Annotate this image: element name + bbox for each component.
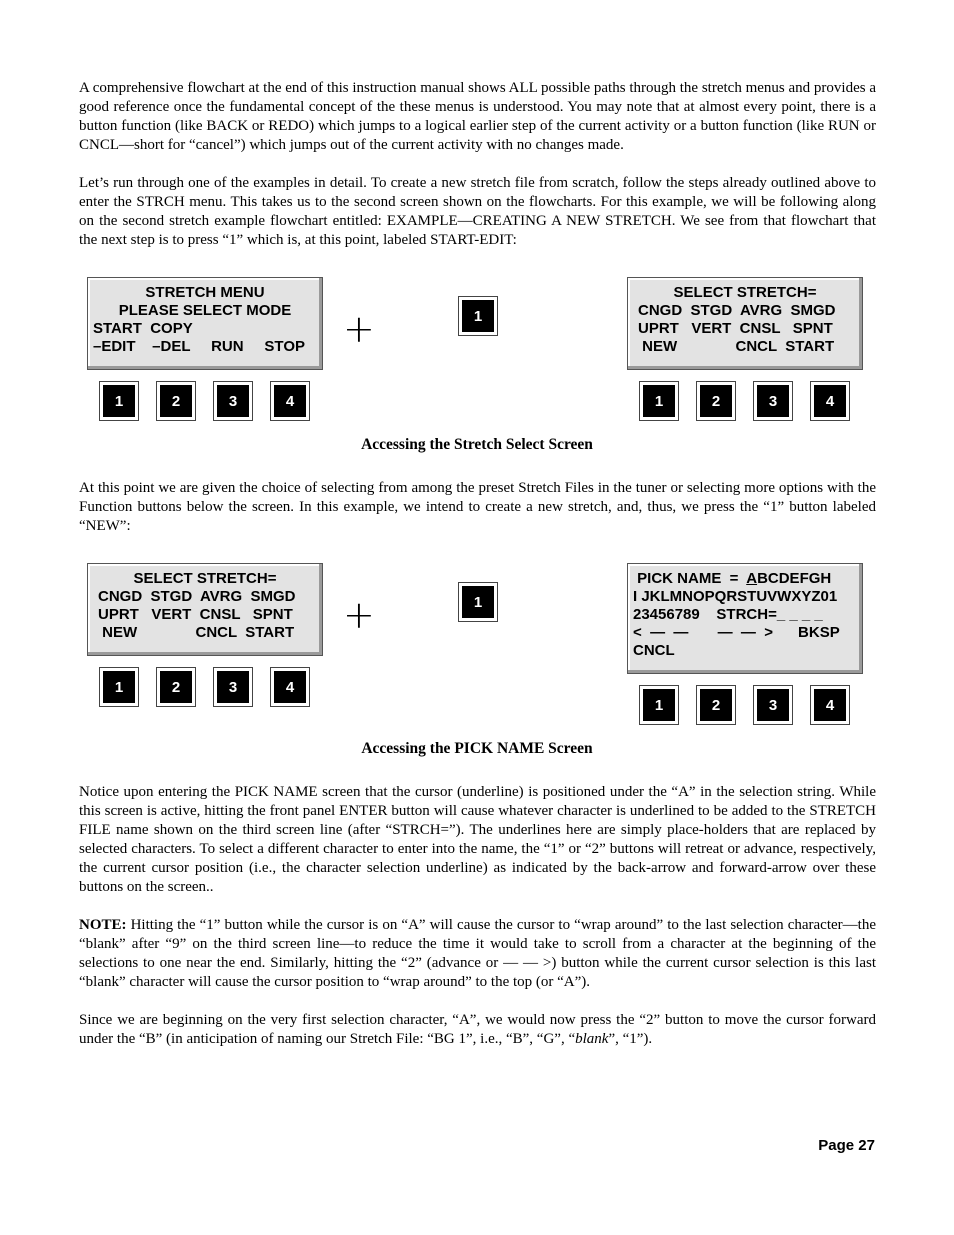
note-label: NOTE: [79, 917, 127, 933]
function-button-4[interactable]: 4 [270, 381, 310, 421]
pressed-button-1[interactable]: 1 [458, 296, 498, 336]
example-paragraph: Let’s run through one of the examples in detail. To create a new stretch file from scratch, follow the steps already outlined above to enter the STRCH menu. This takes us to the second screen shown on the flowcharts. For this example, we will be following along on the second stretch example flowchart entitled: EXAMPLE—CREATING A NEW STRETCH. We see from that flowchart that the next step is to press “1” which is, at this point, labeled START-EDIT: [79, 175, 876, 248]
screen-line: SELECT STRETCH= [673, 284, 817, 301]
screen-line: 23456789 STRCH=_ _ _ _ [633, 606, 823, 623]
function-button-3[interactable]: 3 [753, 381, 793, 421]
function-button-1[interactable]: 1 [99, 667, 139, 707]
figure-caption: Accessing the Stretch Select Screen [361, 436, 593, 453]
function-buttons [99, 381, 310, 421]
screen-line: –EDIT –DEL RUN STOP [93, 338, 305, 355]
function-button-1[interactable]: 1 [639, 381, 679, 421]
function-button-1[interactable]: 1 [639, 685, 679, 725]
screen-line: NEW CNCL START [98, 624, 295, 641]
screen-line: UPRT VERT CNSL SPNT [638, 320, 833, 337]
screen-line: CNGD STGD AVRG SMGD [638, 302, 836, 319]
function-button-4[interactable]: 4 [810, 381, 850, 421]
screen-line: I JKLMNOPQRSTUVWXYZ01 [633, 588, 838, 605]
select-stretch-screen [627, 277, 863, 370]
select-stretch-screen [87, 563, 323, 656]
screen-line: CNCL [633, 642, 675, 659]
page-number: Page 27 [818, 1137, 875, 1154]
plus-sign: + [343, 593, 375, 637]
function-buttons [99, 667, 310, 707]
next-step-paragraph: Since we are beginning on the very first selection character, “A”, we would now press the “2” button to move the cursor forward under the “B” (in anticipation of naming our Stretch File: “BG 1”, i.e., “B”, “G”, “blank”, “1”). [79, 1012, 876, 1047]
screen-line: < — — — — > BKSP [633, 624, 840, 641]
function-button-3[interactable]: 3 [753, 685, 793, 725]
screen-line: NEW CNCL START [638, 338, 835, 355]
intro-paragraph: A comprehensive flowchart at the end of this instruction manual shows ALL possible paths through the stretch menus and provides a good reference once the fundamental concept of the these menus is understood. You may note that at almost every point, there is a button function (like BACK or REDO) which jumps to a logical earlier step of the current activity or a button function (like RUN or CNCL—short for “cancel”) which jumps out of the current activity with no changes made. [79, 80, 876, 153]
plus-sign: + [343, 307, 375, 351]
stretch-menu-screen [87, 277, 323, 370]
screen-line: SELECT STRETCH= [133, 570, 277, 587]
figure-caption: Accessing the PICK NAME Screen [361, 740, 593, 757]
function-button-2[interactable]: 2 [696, 685, 736, 725]
function-button-3[interactable]: 3 [213, 381, 253, 421]
function-buttons [639, 685, 850, 725]
cursor-underline: A [746, 570, 758, 587]
pressed-button-1[interactable]: 1 [458, 582, 498, 622]
function-button-3[interactable]: 3 [213, 667, 253, 707]
function-button-4[interactable]: 4 [270, 667, 310, 707]
pressed-button-group [458, 582, 498, 622]
pick-name-paragraph: Notice upon entering the PICK NAME screen that the cursor (underline) is positioned under the “A” in the selection string. While this screen is active, hitting the front panel ENTER button will cause whatever character is underlined to be added to the STRETCH FILE name shown on the third screen line (after “STRCH=”). The underlines here are simply place-holders that are replaced by selected characters. To select a different character to enter into the name, the “1” or “2” buttons will retreat or advance, respectively, the current cursor position (i.e., the character selection underline) as indicated by the back-arrow and forward-arrow over these buttons on the screen.. [79, 784, 876, 895]
screen-line: PICK NAME = ABCDEFGH [633, 570, 832, 587]
function-buttons [639, 381, 850, 421]
function-button-4[interactable]: 4 [810, 685, 850, 725]
select-paragraph: At this point we are given the choice of selecting from among the preset Stretch Files in the tuner or selecting more options with the Function buttons below the screen. In this example, we intend to create a new stretch, and, thus, we press the “1” button labeled “NEW”: [79, 480, 876, 534]
function-button-2[interactable]: 2 [156, 667, 196, 707]
screen-line: UPRT VERT CNSL SPNT [98, 606, 293, 623]
note-paragraph: NOTE: Hitting the “1” button while the cursor is on “A” will cause the cursor to “wrap around” to the last selection character—the “blank” after “9” on the third screen line—to reduce the time it would take to scroll from a character at the beginning of the selections to one near the end. Similarly, hitting the “2” (advance or — — >) button while the current cursor selection is this last “blank” character will cause the cursor position to “wrap around” to the top (or “A”). [79, 917, 876, 990]
pressed-button-group [458, 296, 498, 336]
function-button-2[interactable]: 2 [696, 381, 736, 421]
function-button-2[interactable]: 2 [156, 381, 196, 421]
screen-line: STRETCH MENU [145, 284, 265, 301]
screen-line: PLEASE SELECT MODE [118, 302, 292, 319]
screen-line: CNGD STGD AVRG SMGD [98, 588, 296, 605]
function-button-1[interactable]: 1 [99, 381, 139, 421]
pick-name-screen [627, 563, 863, 674]
screen-line: START COPY [93, 320, 193, 337]
